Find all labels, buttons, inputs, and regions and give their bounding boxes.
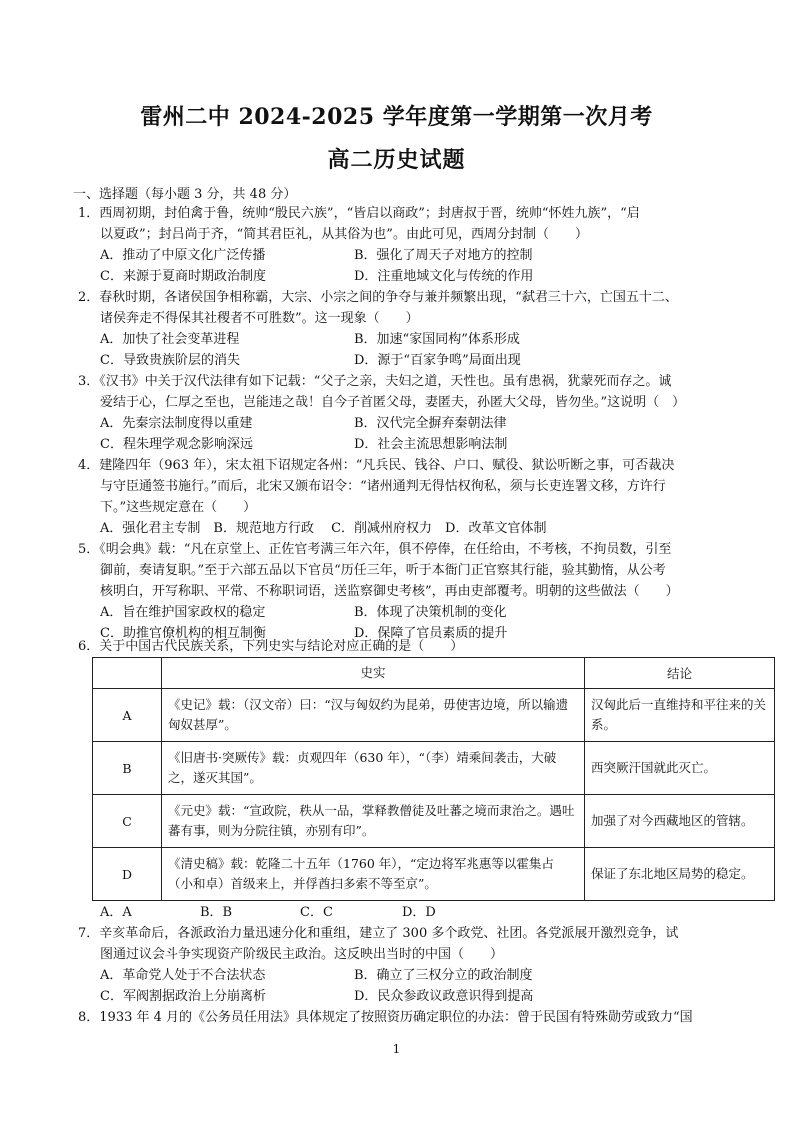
option-c[interactable]: C．助推官僚机构的相互制衡	[100, 626, 266, 641]
option-a[interactable]: A．推动了中原文化广泛传播	[100, 248, 266, 263]
question-1	[78, 203, 718, 245]
option-b[interactable]: B．强化了周天子对地方的控制	[354, 248, 533, 263]
row-label: C	[93, 795, 162, 848]
row-conclusion: 加强了对今西藏地区的管辖。	[585, 795, 775, 848]
option-b[interactable]: B．B	[200, 905, 233, 920]
question-5-line3: 核明白，开写称职、平常、不称职词语，送监察御史考核”，再由吏部覆考。明朝的这些做法（ ）	[100, 584, 679, 599]
table-header-row	[93, 658, 775, 689]
question-4-line2: 与守臣通签书施行。”而后，北宋又颁布诏令：“诸州通判无得怙权徇私，须与长吏连署文移，方许行	[100, 479, 666, 494]
table-row	[93, 689, 775, 742]
row-label: A	[93, 689, 162, 742]
question-2-line2: 诸侯奔走不得保其社稷者不可胜数”。这一现象（ ）	[100, 311, 419, 326]
exam-title: 雷州二中 2024-2025 学年度第一学期第一次月考	[140, 104, 653, 130]
question-1-line2: 以夏政”；封吕尚于齐，“简其君臣礼，从其俗为也”。由此可见，西周分封制（ ）	[100, 227, 588, 242]
question-2-line1: 2．春秋时期，各诸侯国争相称霸，大宗、小宗之间的争夺与兼并频繁出现，“弑君三十六，亡国五十二、	[78, 290, 678, 305]
option-b[interactable]: B．体现了决策机制的变化	[354, 605, 507, 620]
question-3-line2: 爱结于心，仁厚之至也，岂能违之哉！自今子首匿父母，妻匿夫，孙匿大父母，皆勿坐。”这说明（ ）	[100, 395, 686, 410]
question-8	[78, 1007, 718, 1028]
question-6-line1: 6．关于中国古代民族关系，下列史实与结论对应正确的是（ ）	[78, 639, 464, 654]
option-d[interactable]: D．保障了官员素质的提升	[354, 626, 508, 641]
question-7-line2: 图通过议会斗争实现资产阶级民主政治。这反映出当时的中国（ ）	[100, 947, 504, 962]
option-d[interactable]: D．社会主流思想影响法制	[354, 437, 508, 452]
option-c[interactable]: C．来源于夏商时期政治制度	[100, 269, 266, 284]
row-conclusion: 汉匈此后一直维持和平往来的关系。	[585, 689, 775, 742]
row-fact: 《史记》载：（汉文帝）曰：“汉与匈奴约为昆弟，毋使害边境，所以输遗匈奴甚厚”。	[162, 689, 585, 742]
question-5-line2: 御前，奏请复职。”至于六部五品以下官员“历任三年，听于本衙门正官察其行能，验其勤惰，从公考	[100, 563, 666, 578]
table-row	[93, 742, 775, 795]
question-4-line3: 下。”这些规定意在（ ）	[100, 500, 257, 515]
option-a[interactable]: A．革命党人处于不合法状态	[100, 968, 266, 983]
row-conclusion: 保证了东北地区局势的稳定。	[585, 848, 775, 901]
question-4	[78, 455, 718, 518]
option-a[interactable]: A．A	[100, 905, 132, 920]
option-d[interactable]: D．注重地域文化与传统的作用	[354, 269, 534, 284]
option-b[interactable]: B．加速“家国同构”体系形成	[354, 332, 520, 347]
table-header-conclusion: 结论	[585, 658, 775, 689]
option-c[interactable]: C．程朱理学观念影响深远	[100, 437, 253, 452]
option-a[interactable]: A．加快了社会变革进程	[100, 332, 240, 347]
row-fact: 《旧唐书·突厥传》载：贞观四年（630 年），“（李）靖乘间袭击，大破之，遂灭其国”。	[162, 742, 585, 795]
option-d[interactable]: D．D	[402, 905, 436, 920]
table-row	[93, 848, 775, 901]
question-5	[78, 539, 718, 602]
option-c[interactable]: C．C	[300, 905, 333, 920]
option-a[interactable]: A．旨在维护国家政权的稳定	[100, 605, 266, 620]
section-heading: 一、选择题（每小题 3 分，共 48 分）	[73, 187, 297, 202]
question-1-line1: 1．西周初期，封伯禽于鲁，统帅“殷民六族”，“皆启以商政”；封唐叔于晋，统帅“怀姓九族”，“启	[78, 206, 640, 221]
question-6	[78, 636, 718, 657]
option-b[interactable]: B．确立了三权分立的政治制度	[354, 968, 533, 983]
option-d[interactable]: D．民众参政议政意识得到提高	[354, 989, 534, 1004]
table-header-fact: 史实	[162, 658, 585, 689]
question-3-line1: 3．《汉书》中关于汉代法律有如下记载：“父子之亲，夫妇之道，天性也。虽有患祸，犹蒙死而存之。诚	[78, 374, 672, 389]
option-c[interactable]: C．导致贵族阶层的消失	[100, 353, 240, 368]
question-7	[78, 923, 718, 965]
question-7-line1: 7．辛亥革命后，各派政治力量迅速分化和重组，建立了 300 多个政党、社团。各党派展开激烈竞争，试	[78, 926, 679, 941]
option-a[interactable]: A．先秦宗法制度得以重建	[100, 416, 253, 431]
question-3	[78, 371, 718, 413]
option-b[interactable]: B．汉代完全摒弃秦朝法律	[354, 416, 507, 431]
question-5-line1: 5．《明会典》载：“凡在京堂上、正佐官考满三年六年，俱不停俸，在任给由，不考核，不拘员数，引至	[78, 542, 672, 557]
page-number: 1	[392, 1042, 401, 1056]
table-row	[93, 795, 775, 848]
table-header-blank	[93, 658, 162, 689]
option-c[interactable]: C．军阀割据政治上分崩离析	[100, 989, 266, 1004]
row-conclusion: 西突厥汗国就此灭亡。	[585, 742, 775, 795]
row-label: B	[93, 742, 162, 795]
question-2	[78, 287, 718, 329]
question-4-line1: 4．建隆四年（963 年），宋太祖下诏规定各州：“凡兵民、钱谷、户口、赋役、狱讼听断之事，可否裁决	[78, 458, 675, 473]
option-d[interactable]: D．源于“百家争鸣”局面出现	[354, 353, 521, 368]
options-inline[interactable]: A．强化君主专制 B．规范地方行政 C．削减州府权力 D．改革文官体制	[100, 521, 547, 536]
exam-subtitle: 高二历史试题	[327, 147, 466, 173]
row-label: D	[93, 848, 162, 901]
row-fact: 《清史稿》载：乾隆二十五年（1760 年），“定边将军兆惠等以霍集占（小和卓）首级来上，并俘酋扫多索不等至京”。	[162, 848, 585, 901]
question-8-line1: 8．1933 年 4 月的《公务员任用法》具体规定了按照资历确定职位的办法：曾于民国有特殊勋劳或致力“国	[78, 1010, 693, 1025]
history-table	[92, 657, 775, 901]
row-fact: 《元史》载：“宣政院，秩从一品，掌释教僧徒及吐蕃之境而隶治之。遇吐蕃有事，则为分院往镇，亦别有印”。	[162, 795, 585, 848]
